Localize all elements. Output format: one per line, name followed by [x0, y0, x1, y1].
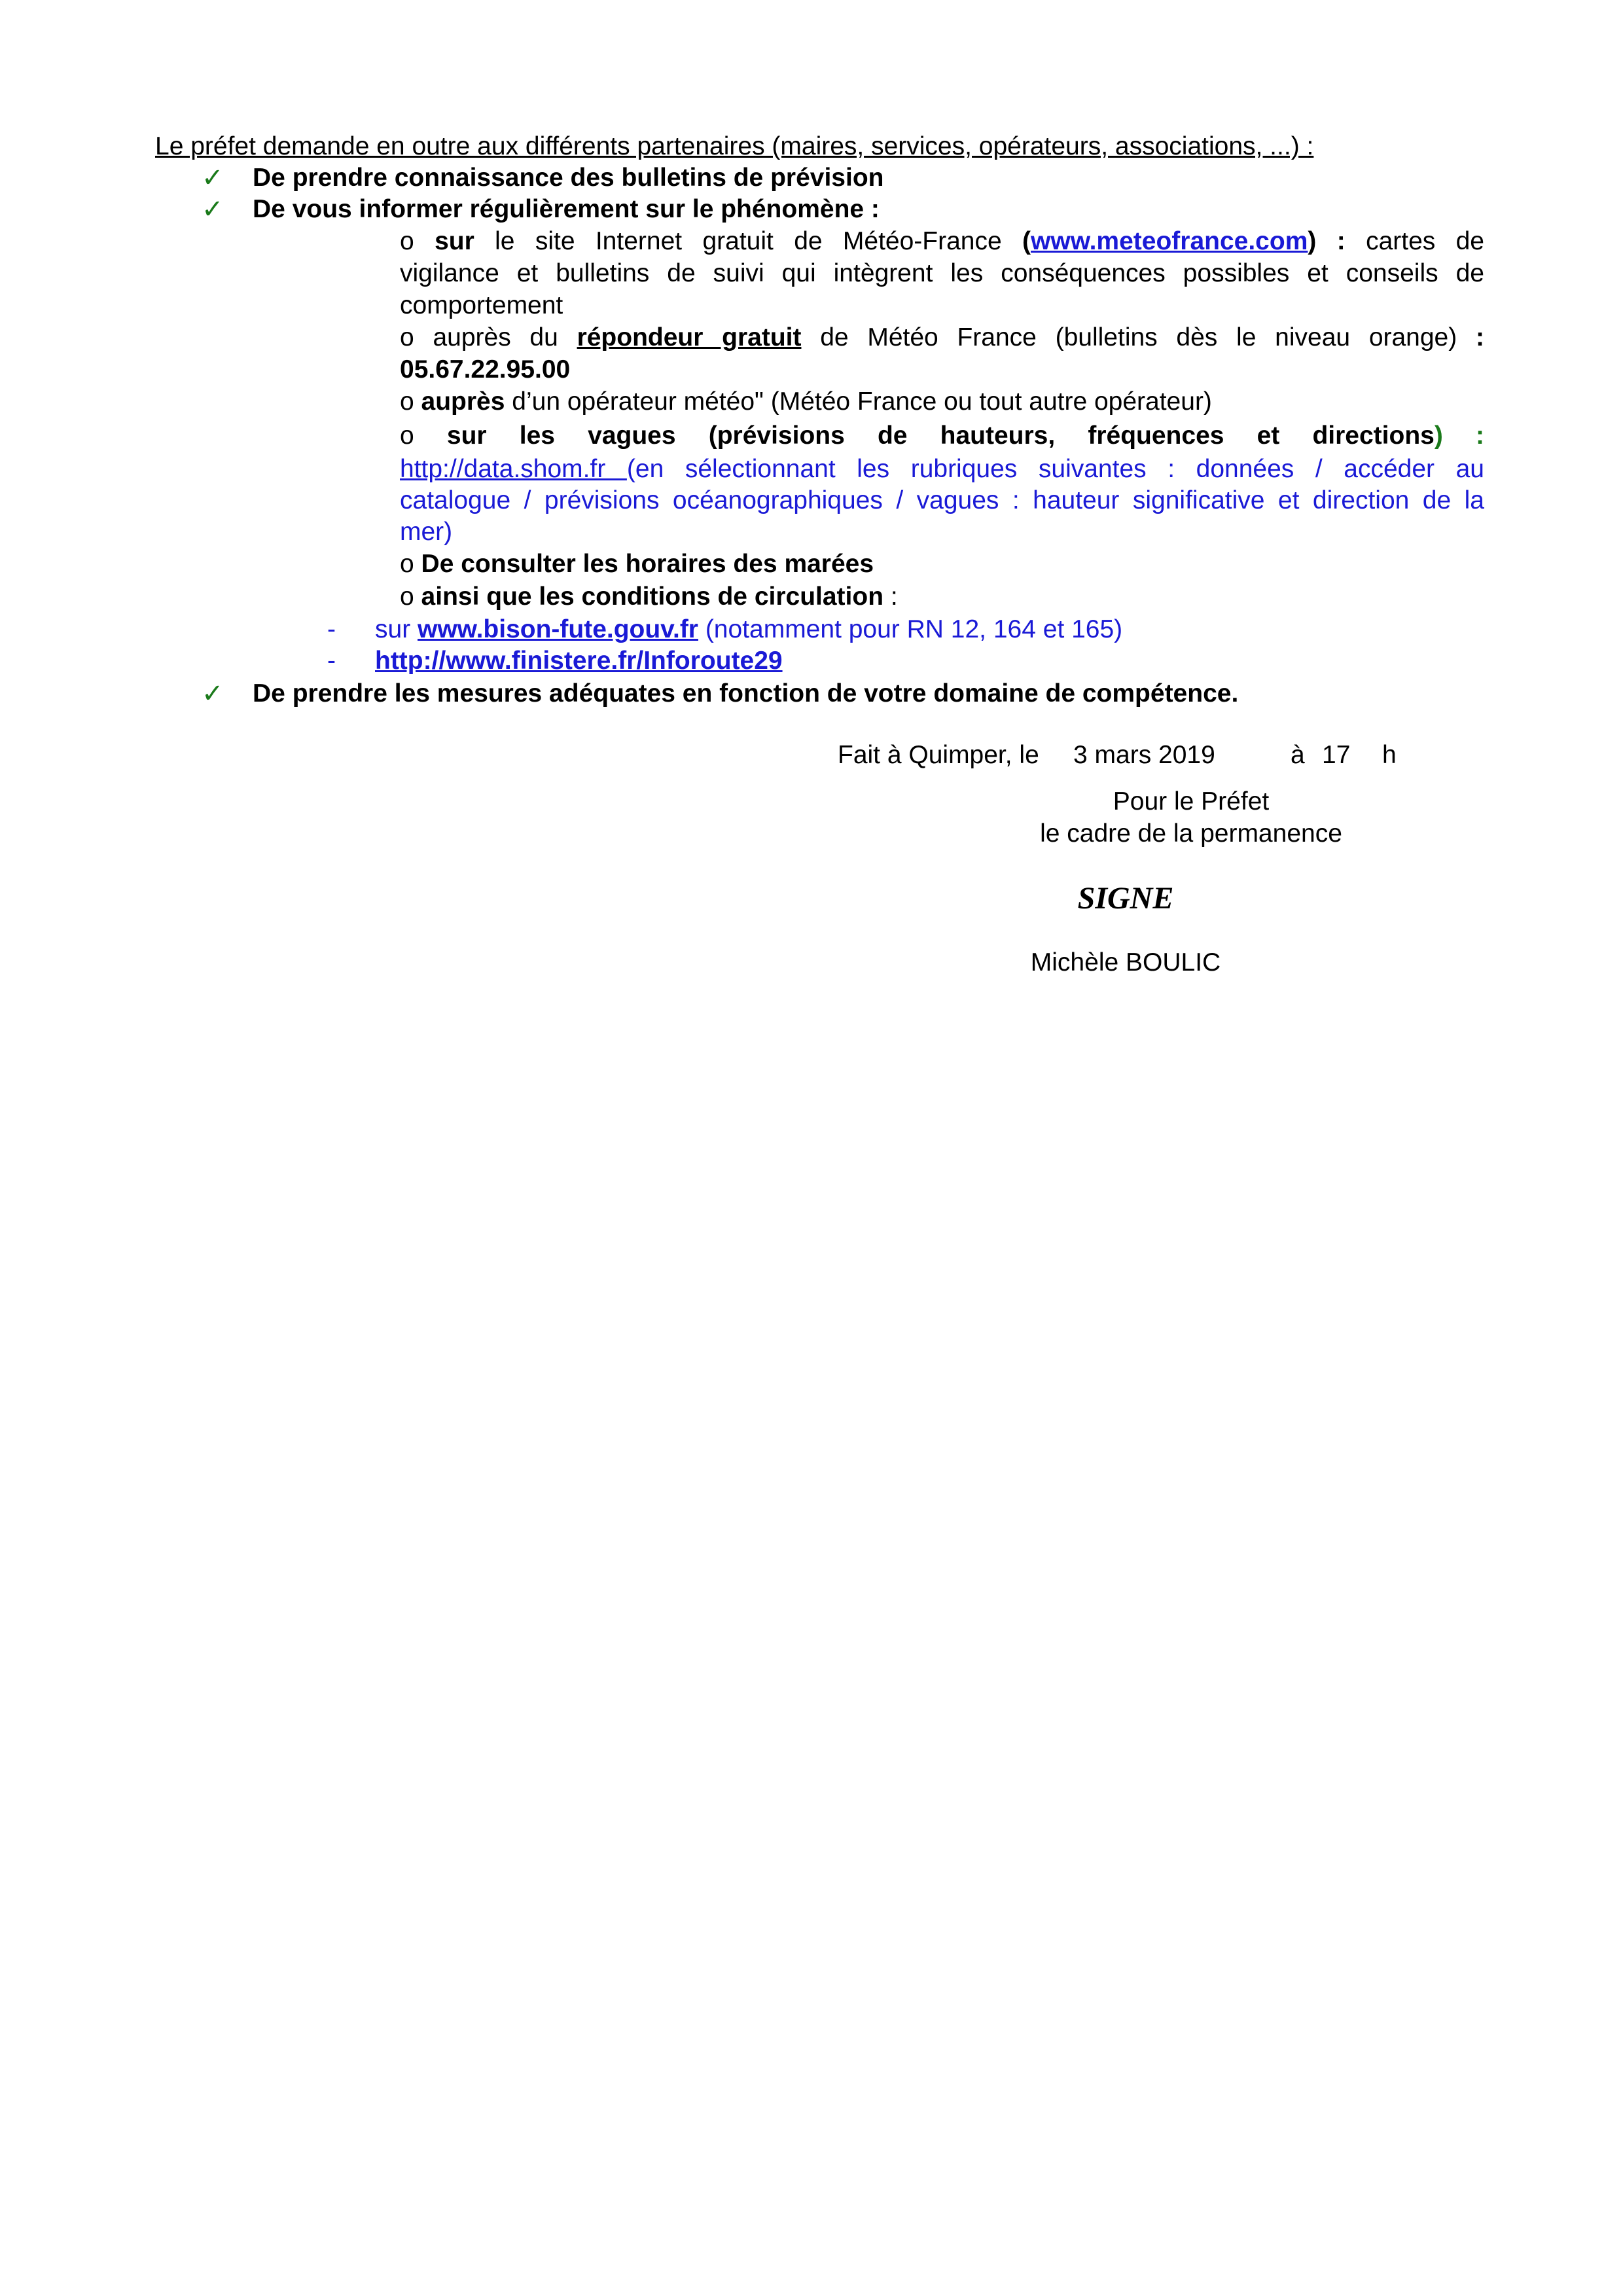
cadre-permanence: le cadre de la permanence [1040, 819, 1342, 848]
intro-heading: Le préfet demande en outre aux différents partenaires (maires, services, opérateurs, associations, ...) : [155, 132, 1314, 160]
dash-marker: - [327, 615, 336, 643]
item-informer: De vous informer régulièrement sur le phénomène : [253, 195, 880, 223]
signature-date: 3 mars 2019 [1073, 741, 1215, 769]
checkmark-icon: ✓ [202, 679, 224, 709]
signature-hour: 17 [1322, 741, 1351, 769]
checkmark-icon: ✓ [202, 194, 224, 224]
dash-bison-fute: sur www.bison-fute.gouv.fr (notamment pour RN 12, 164 et 165) [375, 615, 1123, 643]
sub-vagues-line2: http://data.shom.fr (en sélectionnant les rubriques suivantes : données / accéder au [400, 455, 1484, 483]
dash-marker: - [327, 647, 336, 675]
sub-vagues-line4: mer) [400, 518, 453, 546]
bullet-icon: o [400, 323, 414, 351]
bullet-icon: o [400, 583, 414, 611]
finistere-inforoute-link[interactable]: http://www.finistere.fr/Inforoute29 [375, 647, 783, 675]
bullet-icon: o [400, 422, 414, 450]
signe-mark: SIGNE [1077, 881, 1174, 916]
signature-a: à [1291, 741, 1305, 769]
bison-fute-link[interactable]: www.bison-fute.gouv.fr [418, 615, 698, 643]
bullet-icon: o [400, 227, 414, 255]
signatory-name: Michèle BOULIC [1030, 948, 1221, 977]
sub-circulation: o ainsi que les conditions de circulation : [400, 583, 898, 611]
pour-le-prefet: Pour le Préfet [1113, 787, 1270, 816]
signature-h: h [1382, 741, 1397, 769]
meteofrance-link[interactable]: www.meteofrance.com [1031, 227, 1308, 255]
shom-link[interactable]: http://data.shom.fr [400, 455, 627, 483]
item-mesures: De prendre les mesures adéquates en fonction de votre domaine de compétence. [253, 679, 1239, 708]
sub-meteofrance-line1: o sur le site Internet gratuit de Météo-France (www.meteofrance.com) : cartes de [400, 227, 1484, 255]
fait-a-label: Fait à Quimper, le [838, 741, 1039, 769]
sub-vagues-line1: o sur les vagues (prévisions de hauteurs, fréquences et directions) : [400, 422, 1485, 450]
sub-vagues-line3: catalogue / prévisions océanographiques / vagues : hauteur significative et direction de la [400, 486, 1484, 514]
sub-operateur: o auprès d’un opérateur météo" (Météo France ou tout autre opérateur) [400, 387, 1212, 416]
checkmark-icon: ✓ [202, 163, 224, 193]
sub-marees: o De consulter les horaires des marées [400, 550, 874, 578]
repondeur-phone-number: 05.67.22.95.00 [400, 355, 571, 384]
bullet-icon: o [400, 387, 414, 416]
item-bulletins: De prendre connaissance des bulletins de prévision [253, 164, 884, 192]
bullet-icon: o [400, 550, 414, 578]
sub-meteofrance-line2: vigilance et bulletins de suivi qui intègrent les conséquences possibles et conseils de [400, 259, 1484, 287]
sub-meteofrance-line3: comportement [400, 291, 563, 319]
sub-repondeur-line1: o auprès du répondeur gratuit de Météo France (bulletins dès le niveau orange) : [400, 323, 1484, 351]
